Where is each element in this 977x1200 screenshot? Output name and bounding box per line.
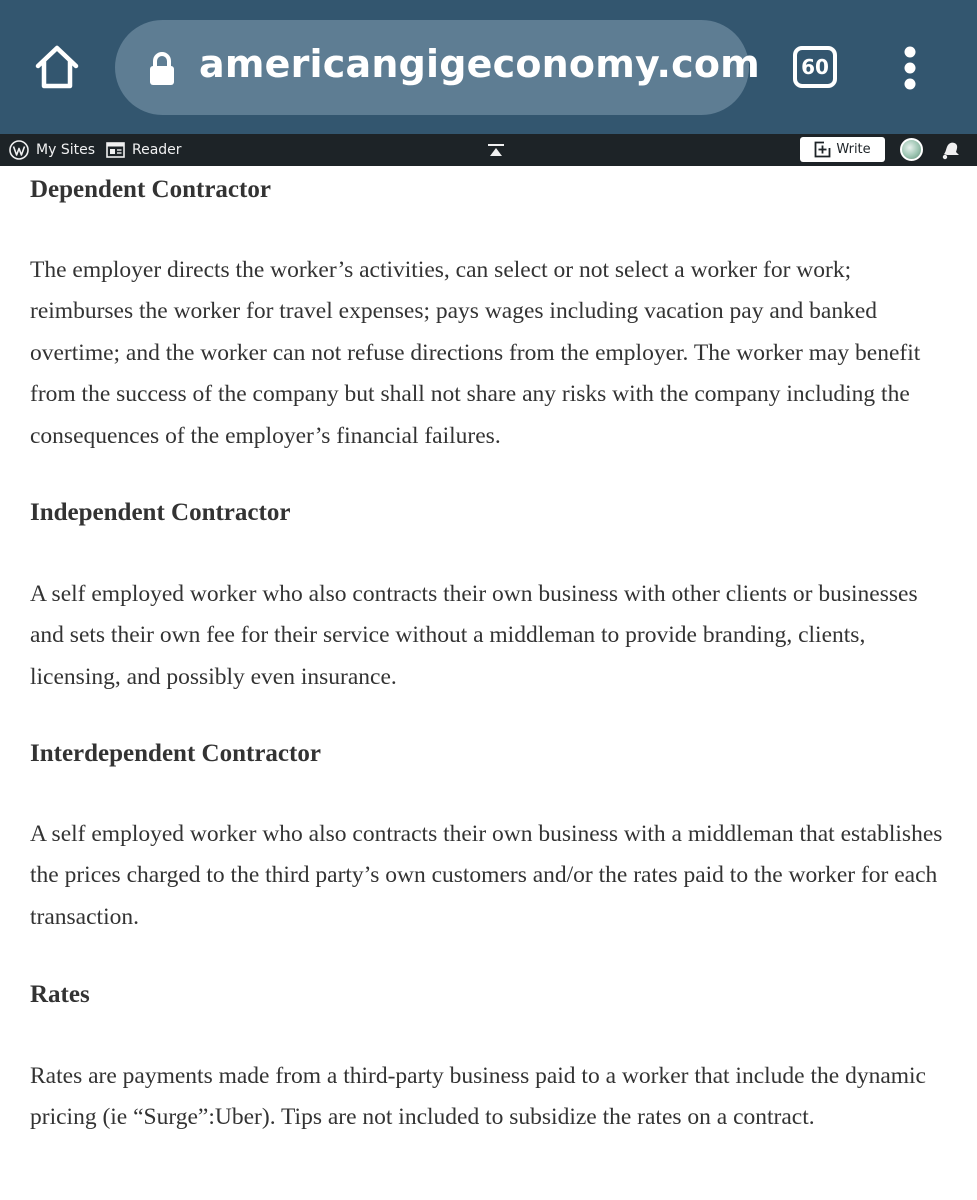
section-title: Rates bbox=[30, 981, 90, 1008]
section-title: Dependent Contractor bbox=[30, 176, 271, 203]
section-text: The employer directs the worker’s activities, can select or not select a worker for work; reimburses the worker for travel expenses; pays wages including vacation pay and banked overtime; and the worker can not refuse directions from the employer. The worker may benefit from the success of the company but shall not share any risks with the company including the consequences of the employer’s financial failures. bbox=[30, 257, 921, 449]
tab-count: 60 bbox=[801, 55, 829, 79]
lock-icon bbox=[147, 51, 177, 87]
section-text: Rates are payments made from a third-party business paid to a worker that include the dynamic pricing (ie “Surge”:Uber). Tips are not included to subsidize the rates on a contract. bbox=[30, 1063, 926, 1131]
address-bar[interactable] bbox=[115, 20, 760, 115]
my-sites-label: My Sites bbox=[36, 142, 95, 158]
section-title: Independent Contractor bbox=[30, 499, 291, 526]
reader-icon bbox=[106, 142, 125, 158]
notifications-bell-icon[interactable] bbox=[940, 140, 962, 160]
reader-link[interactable] bbox=[106, 134, 182, 166]
section-text: A self employed worker who also contracts their own business with other clients or businesses and sets their own fee for their service without a middleman to provide branding, clients, licensing, and possibly even insurance. bbox=[30, 581, 918, 690]
wordpress-icon bbox=[9, 140, 29, 160]
write-label: Write bbox=[836, 142, 871, 157]
new-post-icon bbox=[814, 141, 831, 158]
browser-toolbar bbox=[0, 0, 977, 134]
collapse-up-icon[interactable] bbox=[487, 143, 505, 157]
write-button[interactable] bbox=[800, 137, 885, 162]
section-title: Interdependent Contractor bbox=[30, 740, 321, 767]
home-icon[interactable] bbox=[32, 42, 82, 92]
reader-label: Reader bbox=[132, 142, 182, 158]
section-text: A self employed worker who also contracts their own business with a middleman that establishes the prices charged to the third party’s own customers and/or the rates paid to the worker for each transaction. bbox=[30, 821, 943, 930]
my-sites-link[interactable] bbox=[9, 134, 95, 166]
tab-switcher-button[interactable] bbox=[793, 46, 837, 88]
avatar[interactable] bbox=[900, 138, 923, 161]
more-vert-icon[interactable] bbox=[895, 44, 925, 92]
url-text[interactable]: americangigeconomy.com bbox=[199, 42, 760, 86]
